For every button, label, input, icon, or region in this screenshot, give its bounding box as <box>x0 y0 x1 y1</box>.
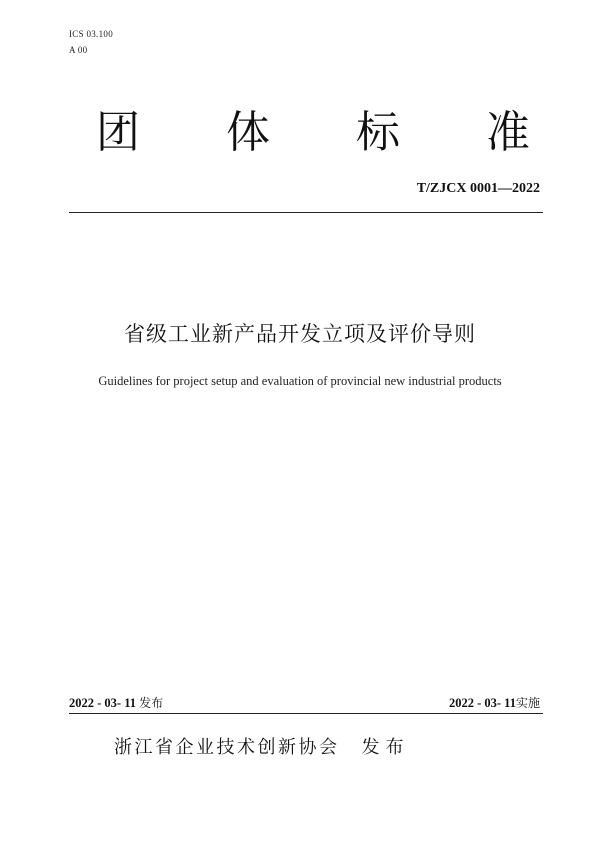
issue-date: 2022 - 03- 11 <box>69 696 137 710</box>
ccs-code: A 00 <box>69 45 88 55</box>
doc-type-char: 准 <box>486 107 530 158</box>
implementation-date-line <box>449 694 540 711</box>
document-type-heading <box>96 103 530 163</box>
standard-number: T/ZJCX 0001—2022 <box>416 181 540 196</box>
header-divider <box>69 212 543 213</box>
publish-label: 发布 <box>361 737 410 758</box>
publisher-name: 浙江省企业技术创新协会 <box>114 737 340 758</box>
title-chinese: 省级工业新产品开发立项及评价导则 <box>124 322 476 346</box>
doc-type-char: 标 <box>356 107 400 158</box>
doc-type-char: 体 <box>226 107 270 158</box>
issue-label: 发布 <box>139 696 164 710</box>
footer-divider <box>69 713 543 714</box>
ics-code: ICS 03.100 <box>69 29 114 39</box>
doc-type-char: 团 <box>96 107 140 158</box>
publisher-line <box>114 733 410 759</box>
title-english: Guidelines for project setup and evaluation of provincial new industrial products <box>98 374 502 388</box>
implementation-label: 实施 <box>515 696 540 710</box>
issue-date-line <box>69 694 163 711</box>
implementation-date: 2022 - 03- 11 <box>448 696 516 710</box>
